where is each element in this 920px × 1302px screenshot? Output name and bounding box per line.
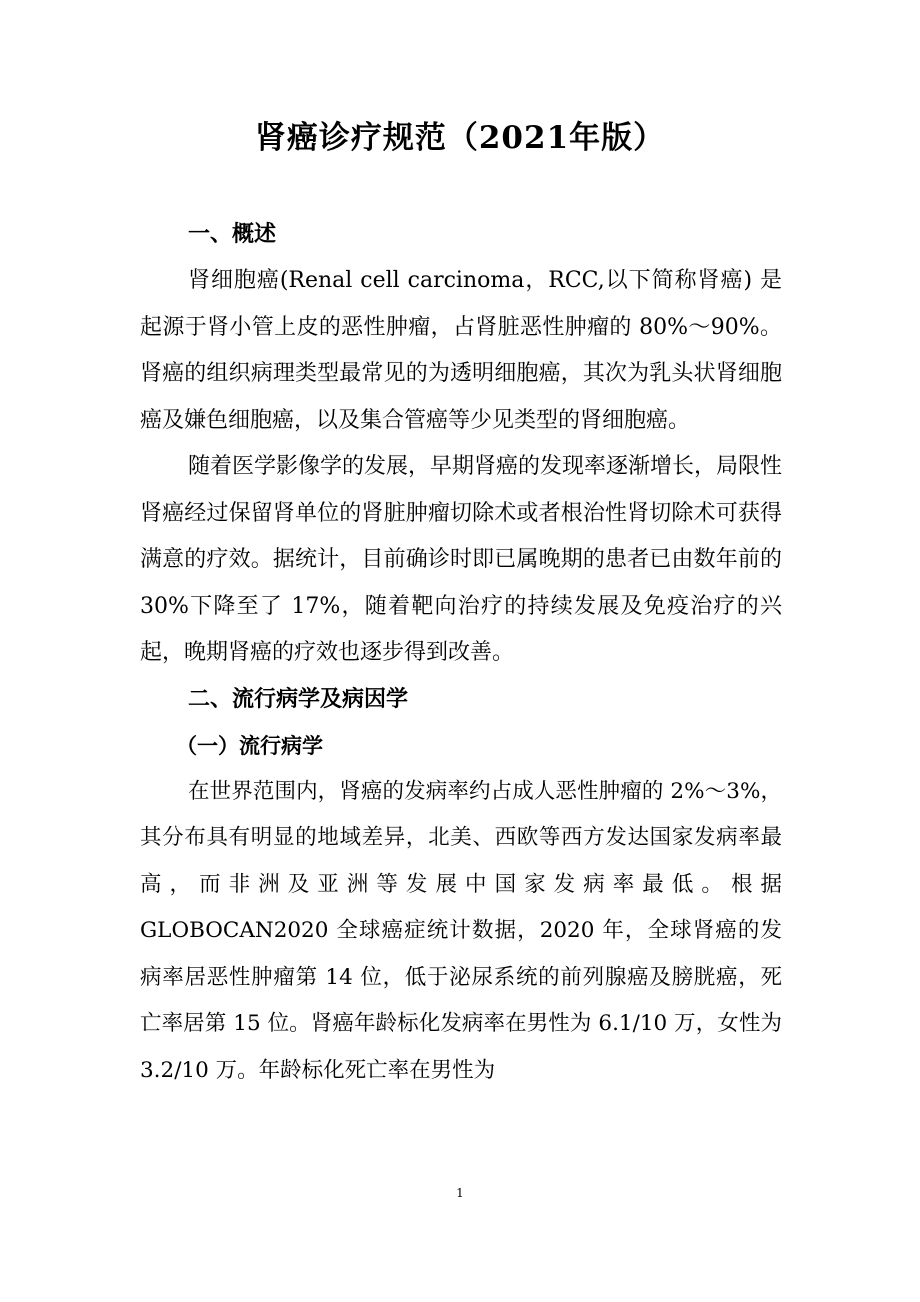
subsection-heading-epidemiology: （一）流行病学 — [176, 733, 323, 758]
paragraph-rcc-definition: 肾细胞癌(Renal cell carcinoma，RCC,以下简称肾癌) 是起源于肾小管上皮的恶性肿瘤，占肾脏恶性肿瘤的 80%～90%。肾癌的组织病理类型最常见的为透明细胞癌，其次为乳头状肾细胞癌及嫌色细胞癌，以及集合管癌等少见类型的肾细胞癌。 — [140, 268, 782, 433]
section-heading-epidemiology-etiology: 二、流行病学及病因学 — [188, 686, 409, 712]
paragraph-global-incidence: 在世界范围内，肾癌的发病率约占成人恶性肿瘤的 2%～3%，其分布具有明显的地域差异，北美、西欧等西方发达国家发病率最高，而非洲及亚洲等发展中国家发病率最低。根据 GLOBOCAN2020 全球癌症统计数据，2020 年，全球肾癌的发病率居恶性肿瘤第 14 位，低于泌尿系统的前列腺癌及膀胱癌，死亡率居第 15 位。肾癌年龄标化发病率在男性为 6.1/10 万，女性为 3.2/10 万。年龄标化死亡率在男性为 — [140, 778, 782, 1083]
section-heading-overview: 一、概述 — [188, 222, 277, 247]
paragraph-imaging-development: 随着医学影像学的发展，早期肾癌的发现率逐渐增长，局限性肾癌经过保留肾单位的肾脏肿瘤切除术或者根治性肾切除术可获得满意的疗效。据统计，目前确诊时即已属晚期的患者已由数年前的 30%下降至了 17%，随着靶向治疗的持续发展及免疫治疗的兴起，晚期肾癌的疗效也逐步得到改善。 — [140, 454, 783, 665]
document-title: 肾癌诊疗规范（2021年版） — [254, 120, 666, 156]
document-body — [140, 212, 782, 1094]
page-number: 1 — [456, 1186, 464, 1200]
